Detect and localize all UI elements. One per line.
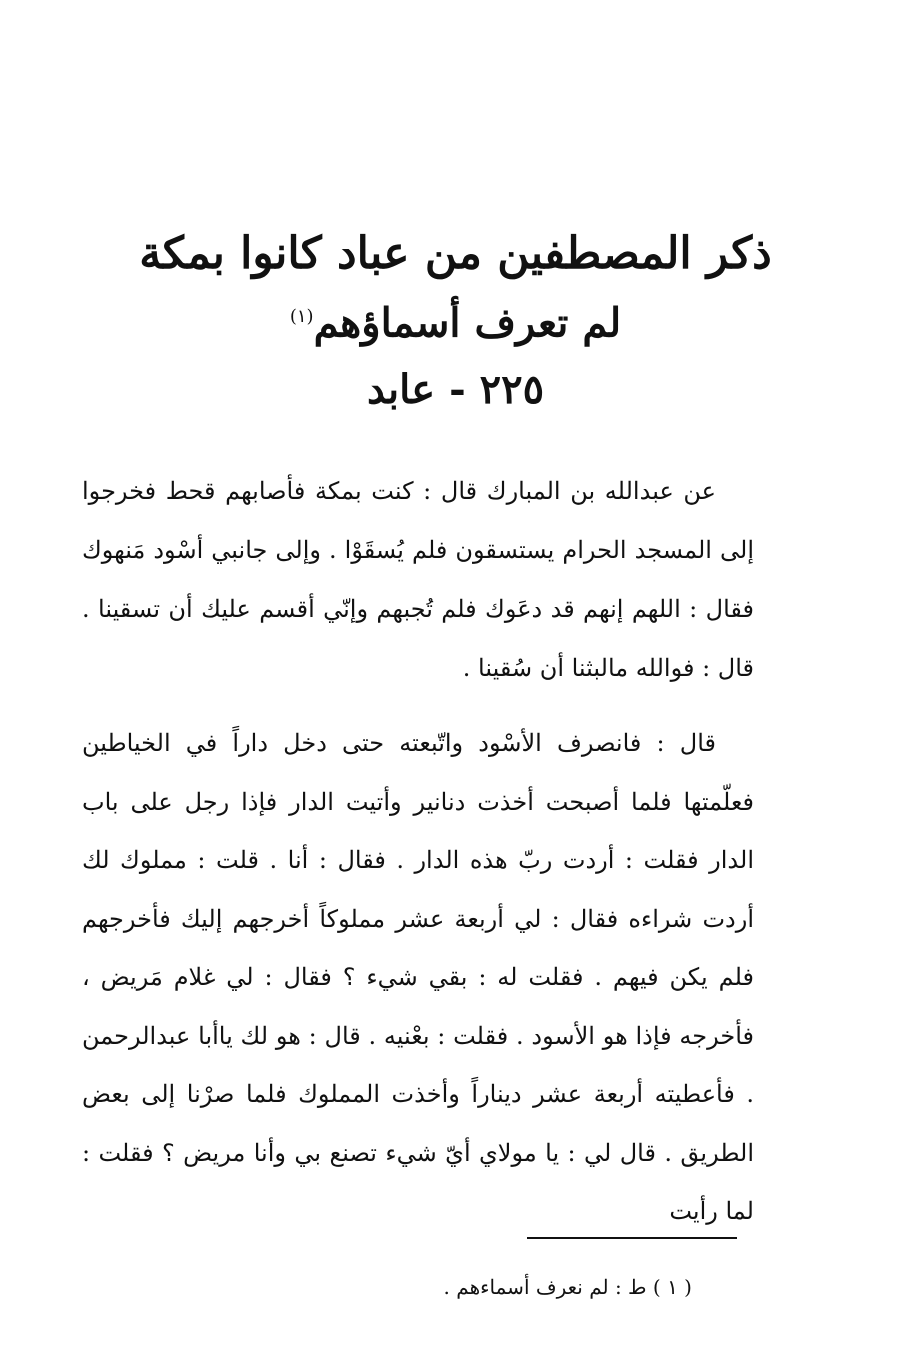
- paragraph-2: [82, 714, 754, 1241]
- footnote-text: ط : لم نعرف أسماءهم .: [443, 1275, 647, 1299]
- paragraph-1: [82, 462, 754, 698]
- footnote-marker: ( ١ ): [652, 1275, 692, 1299]
- paragraph-1-text: عن عبدالله بن المبارك قال : كنت بمكة فأصابهم قحط فخرجوا إلى المسجد الحرام يستسقون فلم يُسقَوْا . وإلى جانبي أسْود مَنهوك فقال : اللهم إنهم قد دعَوك فلم تُجبهم وإنّي أقسم عليك أن تسقينا . قال : فوالله مالبثنا أن سُقينا .: [82, 477, 754, 682]
- chapter-title-block: [100, 222, 811, 422]
- footnote-reference-marker: (١): [289, 306, 314, 327]
- section-heading: ٢٢٥ - عابد: [366, 366, 545, 414]
- paragraph-2-text: قال : فانصرف الأسْود واتّبعته حتى دخل داراً في الخياطين فعلّمتها فلما أصبحت أخذت دنانير وأتيت الدار فإذا رجل على باب الدار فقلت : أردت ربّ هذه الدار . فقال : أنا . قلت : مملوك لك أردت شراءه فقال : لي أربعة عشر مملوكاً أخرجهم إليك فأخرجهم فلم يكن فيهم . فقلت له : بقي شيء ؟ فقال : لي غلام مَريض ، فأخرجه فإذا هو الأسود . فقلت : بعْنيه . قال : هو لك ياأبا عبدالرحمن . فأعطيته أربعة عشر ديناراً وأخذت المملوك فلما صرْنا إلى بعض الطريق . قال لي : يا مولاي أيّ شيء تصنع بي وأنا مريض ؟ فقلت : لما رأيت: [82, 729, 754, 1225]
- chapter-title-line-1: ذكر المصطفين من عباد كانوا بمكة: [139, 228, 772, 279]
- chapter-title-line-2: [100, 286, 811, 354]
- footnote-divider: [527, 1237, 737, 1239]
- chapter-title-line-2-text: لم تعرف أسماؤهم: [313, 299, 622, 347]
- footnote: [300, 1270, 692, 1304]
